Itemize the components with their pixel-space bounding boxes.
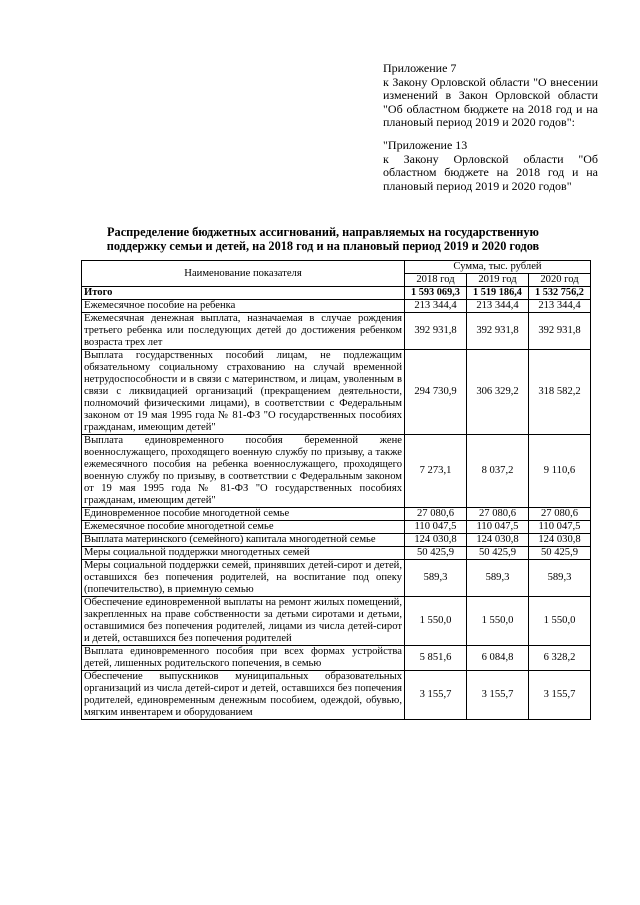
row-name: Выплата единовременного пособия беременной жене военнослужащего, проходящего военную службу по призыву, а также ежемесячного пособия на ребенка военнослужащего, проходящего военную службу по призыву, в соответствии с Федеральным законом от 19 мая 1995 года № 81-ФЗ "О государственных пособиях гражданам, имеющим детей": [82, 435, 405, 508]
value-2019: 306 329,2: [467, 350, 529, 435]
value-2018: 3 155,7: [405, 671, 467, 720]
row-name: Обеспечение выпускников муниципальных образовательных организаций из числа детей-сирот и детей, оставшихся без попечения родителей, единовременным денежным пособием, одеждой, обувью, мягким инвентарем и оборудованием: [82, 671, 405, 720]
value-2018: 27 080,6: [405, 508, 467, 521]
table-row: [82, 508, 591, 521]
value-2019: 124 030,8: [467, 534, 529, 547]
row-name: Ежемесячное пособие многодетной семье: [82, 521, 405, 534]
total-2018: 1 593 069,3: [405, 287, 467, 300]
value-2020: 589,3: [529, 560, 591, 597]
value-2020: 392 931,8: [529, 313, 591, 350]
value-2019: 50 425,9: [467, 547, 529, 560]
value-2019: 392 931,8: [467, 313, 529, 350]
original-appendix-number: "Приложение 13: [383, 137, 468, 152]
table-row: [82, 313, 591, 350]
table-row: [82, 435, 591, 508]
indicator-name-header: Наименование показателя: [82, 261, 405, 287]
year-header-2020: 2020 год: [529, 274, 591, 287]
value-2018: 110 047,5: [405, 521, 467, 534]
appendix-number: Приложение 7: [383, 61, 457, 75]
table-row: [82, 350, 591, 435]
value-2020: 6 328,2: [529, 646, 591, 671]
total-2019: 1 519 186,4: [467, 287, 529, 300]
value-2020: 318 582,2: [529, 350, 591, 435]
table-row: [82, 521, 591, 534]
total-label: Итого: [82, 287, 405, 300]
row-name: Выплата единовременного пособия при всех формах устройства детей, лишенных родительского попечения, в семью: [82, 646, 405, 671]
value-2018: 589,3: [405, 560, 467, 597]
table-row: [82, 597, 591, 646]
value-2018: 5 851,6: [405, 646, 467, 671]
row-name: Выплата материнского (семейного) капитала многодетной семье: [82, 534, 405, 547]
original-law-reference: к Закону Орловской области "Об областном бюджете на 2018 год и на плановый период 2019 и 2020 годов": [383, 151, 598, 193]
value-2018: 50 425,9: [405, 547, 467, 560]
table-row: [82, 560, 591, 597]
value-2019: 27 080,6: [467, 508, 529, 521]
table-row: [82, 671, 591, 720]
value-2018: 1 550,0: [405, 597, 467, 646]
table-row: [82, 300, 591, 313]
row-name: Ежемесячная денежная выплата, назначаемая в случае рождения третьего ребенка или последующих детей до достижения ребенком возраста трех лет: [82, 313, 405, 350]
value-2020: 3 155,7: [529, 671, 591, 720]
value-2019: 589,3: [467, 560, 529, 597]
value-2018: 213 344,4: [405, 300, 467, 313]
row-name: Обеспечение единовременной выплаты на ремонт жилых помещений, закрепленных на праве собственности за детьми сиротами и детьми, оставшимися без попечения родителей, лицами из числа детей-сирот и детей, оставшихся без попечения родителей: [82, 597, 405, 646]
value-2019: 1 550,0: [467, 597, 529, 646]
value-2020: 27 080,6: [529, 508, 591, 521]
row-name: Выплата государственных пособий лицам, не подлежащим обязательному социальному страхованию на случай временной нетрудоспособности и в связи с материнством, и лицам, уволенным в связи с ликвидацией организаций (прекращением деятельности, полномочий физическими лицами), в соответствии с Федеральным законом от 19 мая 1995 года № 81-ФЗ "О государственных пособиях гражданам, имеющим детей": [82, 350, 405, 435]
value-2019: 8 037,2: [467, 435, 529, 508]
table-row: [82, 547, 591, 560]
value-2018: 392 931,8: [405, 313, 467, 350]
total-2020: 1 532 756,2: [529, 287, 591, 300]
row-name: Меры социальной поддержки многодетных семей: [82, 547, 405, 560]
value-2020: 124 030,8: [529, 534, 591, 547]
row-name: Ежемесячное пособие на ребенка: [82, 300, 405, 313]
value-2019: 3 155,7: [467, 671, 529, 720]
value-2020: 213 344,4: [529, 300, 591, 313]
row-name: Меры социальной поддержки семей, принявших детей-сирот и детей, оставшихся без попечения родителей, на воспитание под опеку (попечительство), в приемную семью: [82, 560, 405, 597]
row-name: Единовременное пособие многодетной семье: [82, 508, 405, 521]
table-row: [82, 534, 591, 547]
sum-header: Сумма, тыс. рублей: [405, 261, 591, 274]
value-2020: 1 550,0: [529, 597, 591, 646]
value-2020: 110 047,5: [529, 521, 591, 534]
law-reference: к Закону Орловской области "О внесении изменений в Закон Орловской области "Об областном бюджете на 2018 год и на плановый период 2019 и 2020 годов":: [383, 74, 598, 130]
value-2019: 213 344,4: [467, 300, 529, 313]
table-row: [82, 646, 591, 671]
value-2018: 294 730,9: [405, 350, 467, 435]
value-2019: 6 084,8: [467, 646, 529, 671]
total-row: [82, 287, 591, 300]
budget-table: [81, 260, 591, 720]
document-title: Распределение бюджетных ассигнований, направляемых на государственную поддержку семьи и детей, на 2018 год и на плановый период 2019 и 2020 годов: [106, 225, 540, 253]
value-2019: 110 047,5: [467, 521, 529, 534]
year-header-2019: 2019 год: [467, 274, 529, 287]
value-2018: 7 273,1: [405, 435, 467, 508]
value-2020: 9 110,6: [529, 435, 591, 508]
value-2020: 50 425,9: [529, 547, 591, 560]
value-2018: 124 030,8: [405, 534, 467, 547]
year-header-2018: 2018 год: [405, 274, 467, 287]
appendix-header: [383, 62, 598, 193]
